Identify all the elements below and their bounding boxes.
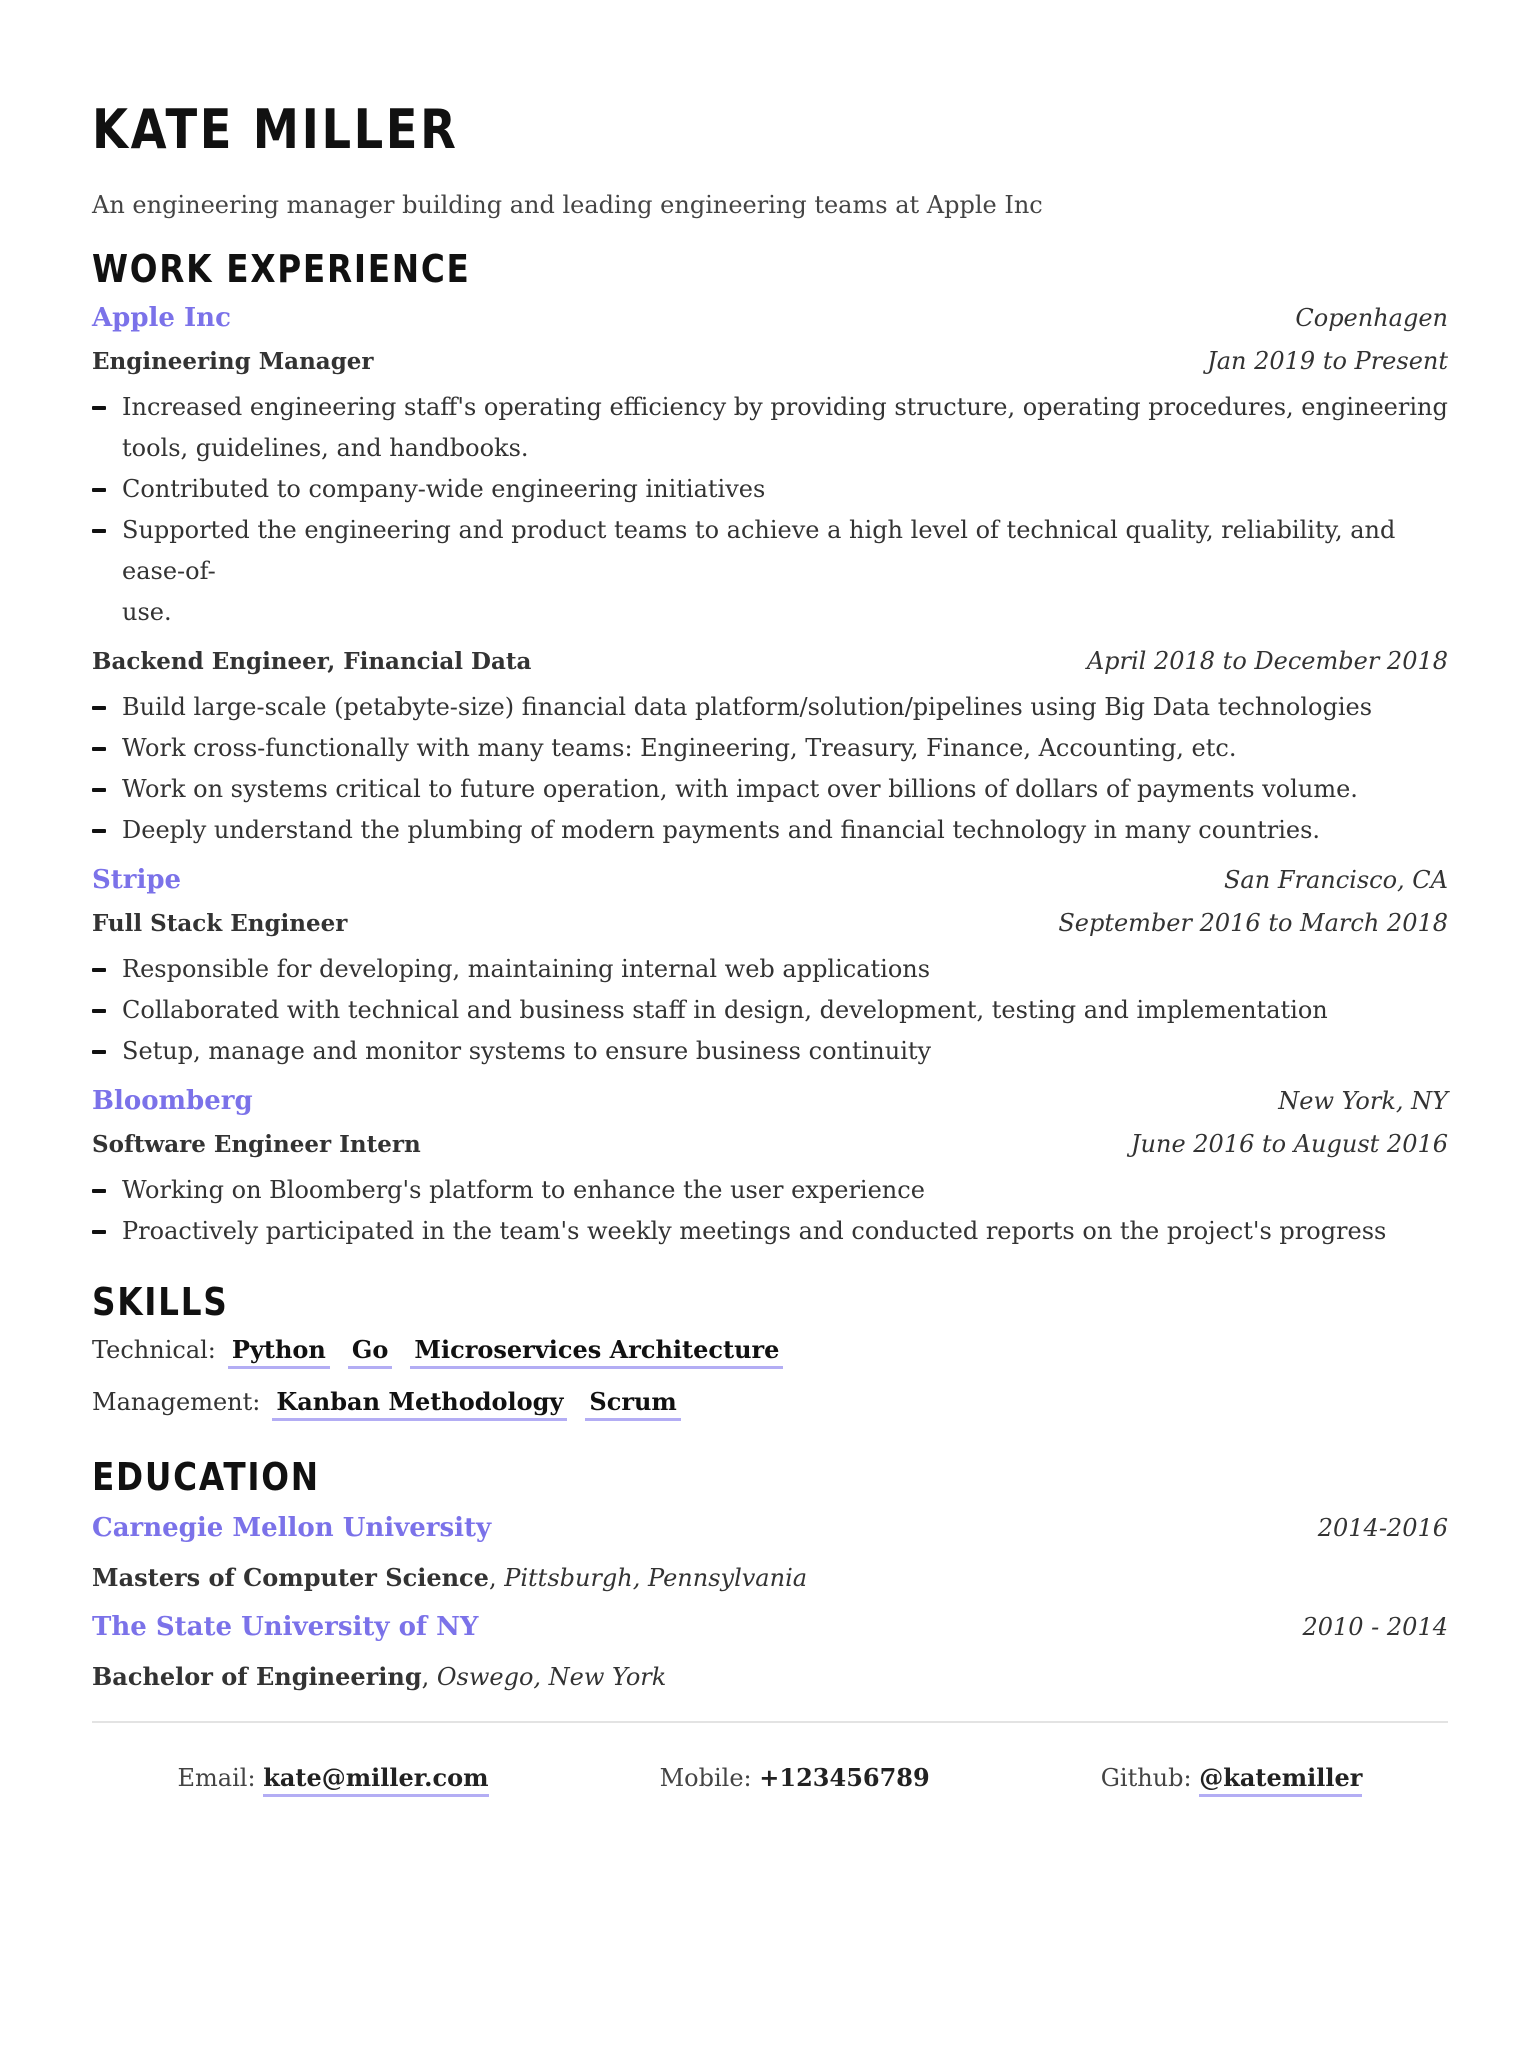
contact-github — [1101, 1763, 1363, 1792]
job-bullets — [92, 687, 1448, 851]
footer-divider — [92, 1721, 1448, 1723]
bullet-item: Setup, manage and monitor systems to ensure business continuity — [92, 1031, 1448, 1072]
bullet-item: Working on Bloomberg's platform to enhance the user experience — [92, 1170, 1448, 1211]
contact-footer — [92, 1763, 1448, 1792]
section-title-work: WORK EXPERIENCE — [92, 246, 471, 291]
skill-tag: Python — [228, 1335, 330, 1369]
skills-management — [92, 1387, 1448, 1421]
github-label: Github: — [1100, 1763, 1192, 1792]
job-location: Copenhagen — [1295, 303, 1448, 332]
skill-label: Technical: — [92, 1336, 216, 1365]
skill-tag: Kanban Methodology — [272, 1387, 567, 1421]
job-bullets — [92, 387, 1448, 633]
bullet-item: Increased engineering staff's operating efficiency by providing structure, operating procedures, engineering tools, guidelines, and handbooks. — [92, 387, 1448, 469]
degree-line: Masters of Computer Science, Pittsburgh, Pennsylvania — [92, 1562, 808, 1592]
bullet-item: Proactively participated in the team's weekly meetings and conducted reports on the project's progress — [92, 1211, 1448, 1252]
github-link[interactable]: @katemiller — [1199, 1763, 1362, 1797]
contact-mobile — [660, 1763, 930, 1792]
school-link[interactable]: The State University of NY — [92, 1611, 479, 1642]
company-link-stripe[interactable]: Stripe — [92, 864, 182, 895]
bullet-item: Supported the engineering and product teams to achieve a high level of technical quality, reliability, and ease-of- use. — [92, 510, 1448, 633]
school-years: 2014-2016 — [1317, 1513, 1448, 1542]
bullet-item: Work cross-functionally with many teams: Engineering, Treasury, Finance, Accounting, etc. — [92, 728, 1448, 769]
skill-label: Management: — [92, 1388, 261, 1417]
skill-tag: Scrum — [585, 1387, 680, 1421]
degree-line: Bachelor of Engineering, Oswego, New York — [92, 1661, 667, 1691]
section-title-education: EDUCATION — [92, 1455, 320, 1500]
degree: Bachelor of Engineering — [92, 1661, 422, 1691]
job-dates: Jan 2019 to Present — [1207, 346, 1448, 375]
tagline: An engineering manager building and leading engineering teams at Apple Inc — [92, 191, 1043, 220]
bullet-item: Build large-scale (petabyte-size) financial data platform/solution/pipelines using Big Data technologies — [92, 687, 1448, 728]
company-link-apple[interactable]: Apple Inc — [92, 302, 231, 333]
school-location: Oswego, New York — [436, 1662, 667, 1691]
mobile-label: Mobile: — [659, 1763, 752, 1792]
job-apple — [92, 303, 1448, 851]
job-dates: September 2016 to March 2018 — [1058, 908, 1448, 937]
job-dates: April 2018 to December 2018 — [1086, 646, 1448, 675]
bullet-item: Work on systems critical to future operation, with impact over billions of dollars of payments volume. — [92, 769, 1448, 810]
candidate-name: KATE MILLER — [92, 98, 459, 161]
email-link[interactable]: kate@miller.com — [263, 1763, 488, 1797]
job-bullets — [92, 1170, 1448, 1252]
mobile-number: +123456789 — [759, 1762, 930, 1792]
education-entry — [92, 1612, 1448, 1691]
job-bullets — [92, 949, 1448, 1072]
bullet-item: Deeply understand the plumbing of modern payments and financial technology in many countries. — [92, 810, 1448, 851]
section-title-skills: SKILLS — [92, 1279, 229, 1324]
school-years: 2010 - 2014 — [1302, 1612, 1448, 1641]
job-stripe — [92, 865, 1448, 1072]
skill-tag: Go — [348, 1335, 393, 1369]
school-location: Pittsburgh, Pennsylvania — [504, 1563, 808, 1592]
skills-technical — [92, 1335, 1448, 1369]
email-label: Email: — [177, 1763, 256, 1792]
education-entry — [92, 1513, 1448, 1592]
job-title: Software Engineer Intern — [92, 1130, 421, 1158]
job-location: New York, NY — [1278, 1086, 1448, 1115]
degree: Masters of Computer Science — [92, 1562, 489, 1592]
company-link-bloomberg[interactable]: Bloomberg — [92, 1085, 253, 1116]
skill-tag: Microservices Architecture — [410, 1335, 783, 1369]
bullet-item: Responsible for developing, maintaining internal web applications — [92, 949, 1448, 990]
bullet-item: Collaborated with technical and business staff in design, development, testing and implementation — [92, 990, 1448, 1031]
contact-email — [178, 1763, 489, 1792]
job-title: Engineering Manager — [92, 347, 374, 375]
school-link[interactable]: Carnegie Mellon University — [92, 1512, 492, 1543]
job-title: Backend Engineer, Financial Data — [92, 647, 532, 675]
job-location: San Francisco, CA — [1223, 865, 1448, 894]
bullet-item: Contributed to company-wide engineering initiatives — [92, 469, 1448, 510]
job-bloomberg — [92, 1086, 1448, 1252]
job-dates: June 2016 to August 2016 — [1130, 1129, 1448, 1158]
job-title: Full Stack Engineer — [92, 909, 348, 937]
